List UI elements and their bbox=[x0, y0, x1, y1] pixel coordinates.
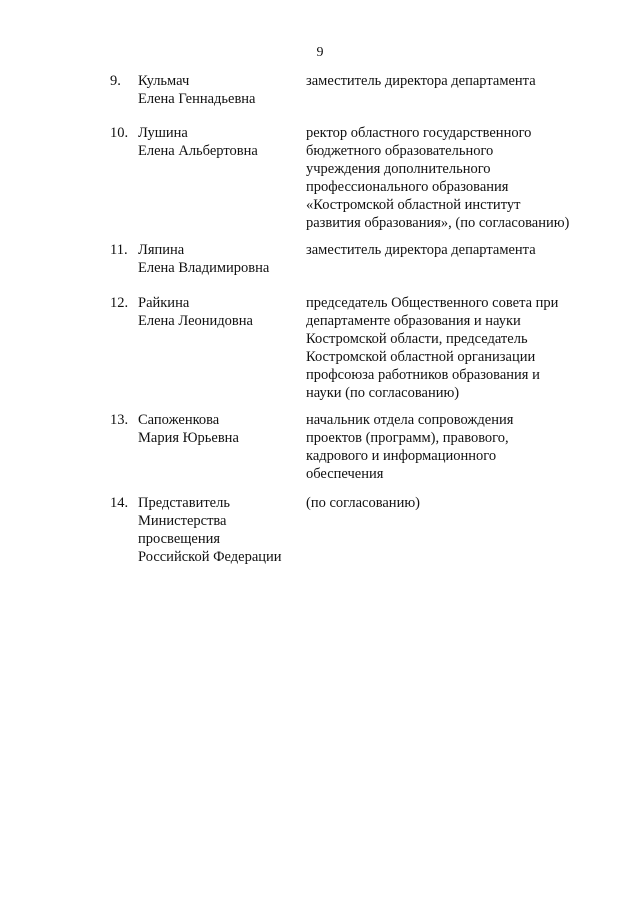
name-line: Сапоженкова bbox=[138, 412, 220, 428]
person-name bbox=[138, 241, 308, 277]
person-role bbox=[306, 241, 596, 259]
role-line: профессионального образования bbox=[306, 179, 509, 195]
item-number: 13. bbox=[110, 412, 129, 428]
person-role bbox=[306, 411, 596, 483]
name-line: Елена Альбертовна bbox=[138, 143, 258, 159]
role-line: (по согласованию) bbox=[306, 495, 420, 511]
role-line: учреждения дополнительного bbox=[306, 161, 491, 177]
item-number: 10. bbox=[110, 125, 129, 141]
role-line: развития образования», (по согласованию) bbox=[306, 215, 570, 231]
name-line: просвещения bbox=[138, 531, 221, 547]
person-role bbox=[306, 494, 596, 512]
name-line: Елена Геннадьевна bbox=[138, 91, 256, 107]
role-line: департаменте образования и науки bbox=[306, 313, 521, 329]
role-line: ректор областного государственного bbox=[306, 125, 532, 141]
person-name bbox=[138, 72, 308, 108]
item-number: 12. bbox=[110, 295, 129, 311]
role-line: Костромской области, председатель bbox=[306, 331, 528, 347]
name-line: Кульмач bbox=[138, 73, 190, 89]
role-line: «Костромской областной институт bbox=[306, 197, 521, 213]
item-number: 11. bbox=[110, 242, 128, 258]
name-line: Лушина bbox=[138, 125, 188, 141]
person-name bbox=[138, 494, 308, 566]
name-line: Министерства bbox=[138, 513, 227, 529]
name-line: Елена Владимировна bbox=[138, 260, 270, 276]
role-line: Костромской областной организации bbox=[306, 349, 536, 365]
person-name bbox=[138, 124, 308, 160]
person-role bbox=[306, 72, 596, 90]
role-line: заместитель директора департамента bbox=[306, 242, 536, 258]
item-number: 14. bbox=[110, 495, 129, 511]
role-line: проектов (программ), правового, bbox=[306, 430, 509, 446]
role-line: профсоюза работников образования и bbox=[306, 367, 540, 383]
role-line: обеспечения bbox=[306, 466, 384, 482]
role-line: кадрового и информационного bbox=[306, 448, 497, 464]
person-name bbox=[138, 411, 308, 447]
role-line: бюджетного образовательного bbox=[306, 143, 494, 159]
name-line: Мария Юрьевна bbox=[138, 430, 239, 446]
name-line: Елена Леонидовна bbox=[138, 313, 253, 329]
person-name bbox=[138, 294, 308, 330]
name-line: Райкина bbox=[138, 295, 190, 311]
role-line: председатель Общественного совета при bbox=[306, 295, 559, 311]
item-number: 9. bbox=[110, 73, 121, 89]
name-line: Российской Федерации bbox=[138, 549, 282, 565]
person-role bbox=[306, 294, 596, 402]
page-number: 9 bbox=[316, 45, 324, 60]
role-line: науки (по согласованию) bbox=[306, 385, 460, 401]
role-line: заместитель директора департамента bbox=[306, 73, 536, 89]
name-line: Ляпина bbox=[138, 242, 185, 258]
role-line: начальник отдела сопровождения bbox=[306, 412, 514, 428]
person-role bbox=[306, 124, 596, 232]
name-line: Представитель bbox=[138, 495, 230, 511]
